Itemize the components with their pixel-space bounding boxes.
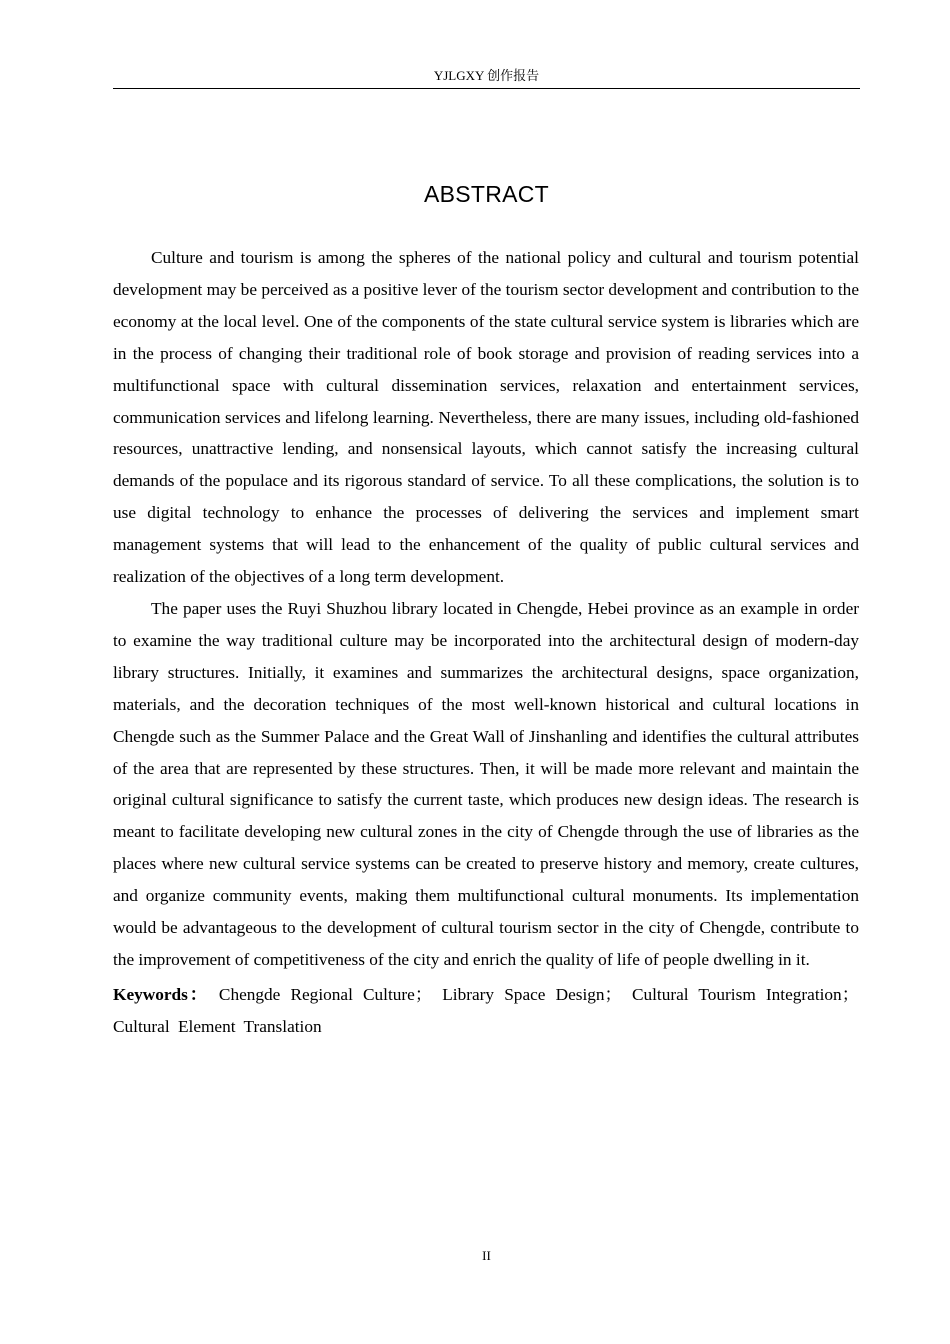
page-header-text: YJLGXY 创作报告 <box>433 68 540 83</box>
keywords-text: Chengde Regional Culture； Library Space Design； Cultural Tourism Integration；Cultural Element Translation <box>113 984 859 1036</box>
abstract-paragraph-1: Culture and tourism is among the spheres of the national policy and cultural and tourism potential development may be perceived as a positive lever of the tourism sector development and contribution to the economy at the local level. One of the components of the state cultural service system is libraries which are in the process of changing their traditional role of book storage and provision of reading services into a multifunctional space with cultural dissemination services, relaxation and entertainment services, communication services and lifelong learning. Nevertheless, there are many issues, including old-fashioned resources, unattractive lending, and nonsensical layouts, which cannot satisfy the increasing cultural demands of the populace and its rigorous standard of service. To all these complications, the solution is to use digital technology to enhance the processes of delivering the services and implement smart management systems that will lead to the enhancement of the quality of public cultural services and realization of the objectives of a long term development. <box>113 248 859 587</box>
page-number: II <box>482 1248 491 1263</box>
abstract-body <box>113 242 859 1043</box>
keywords-label: Keywords： <box>113 984 209 1004</box>
abstract-paragraph-2: The paper uses the Ruyi Shuzhou library located in Chengde, Hebei province as an example in order to examine the way traditional culture may be incorporated into the architectural design of modern-day library structures. Initially, it examines and summarizes the architectural designs, space organization, materials, and the decoration techniques of the most well-known historical and cultural locations in Chengde such as the Summer Palace and the Great Wall of Jinshanling and identifies the cultural attributes of the area that are represented by these structures. Then, it will be made more relevant and maintain the original cultural significance to satisfy the current taste, which produces new design ideas. The research is meant to facilitate developing new cultural zones in the city of Chengde through the use of libraries as the places where new cultural service systems can be created to preserve history and memory, create cultures, and organize community events, making them multifunctional cultural monuments. Its implementation would be advantageous to the development of cultural tourism sector in the city of Chengde, contribute to the improvement of competitiveness of the city and enrich the quality of life of people dwelling in it. <box>113 598 859 969</box>
keywords-line <box>113 979 859 1043</box>
page-header <box>113 67 860 89</box>
abstract-title: ABSTRACT <box>423 181 550 207</box>
